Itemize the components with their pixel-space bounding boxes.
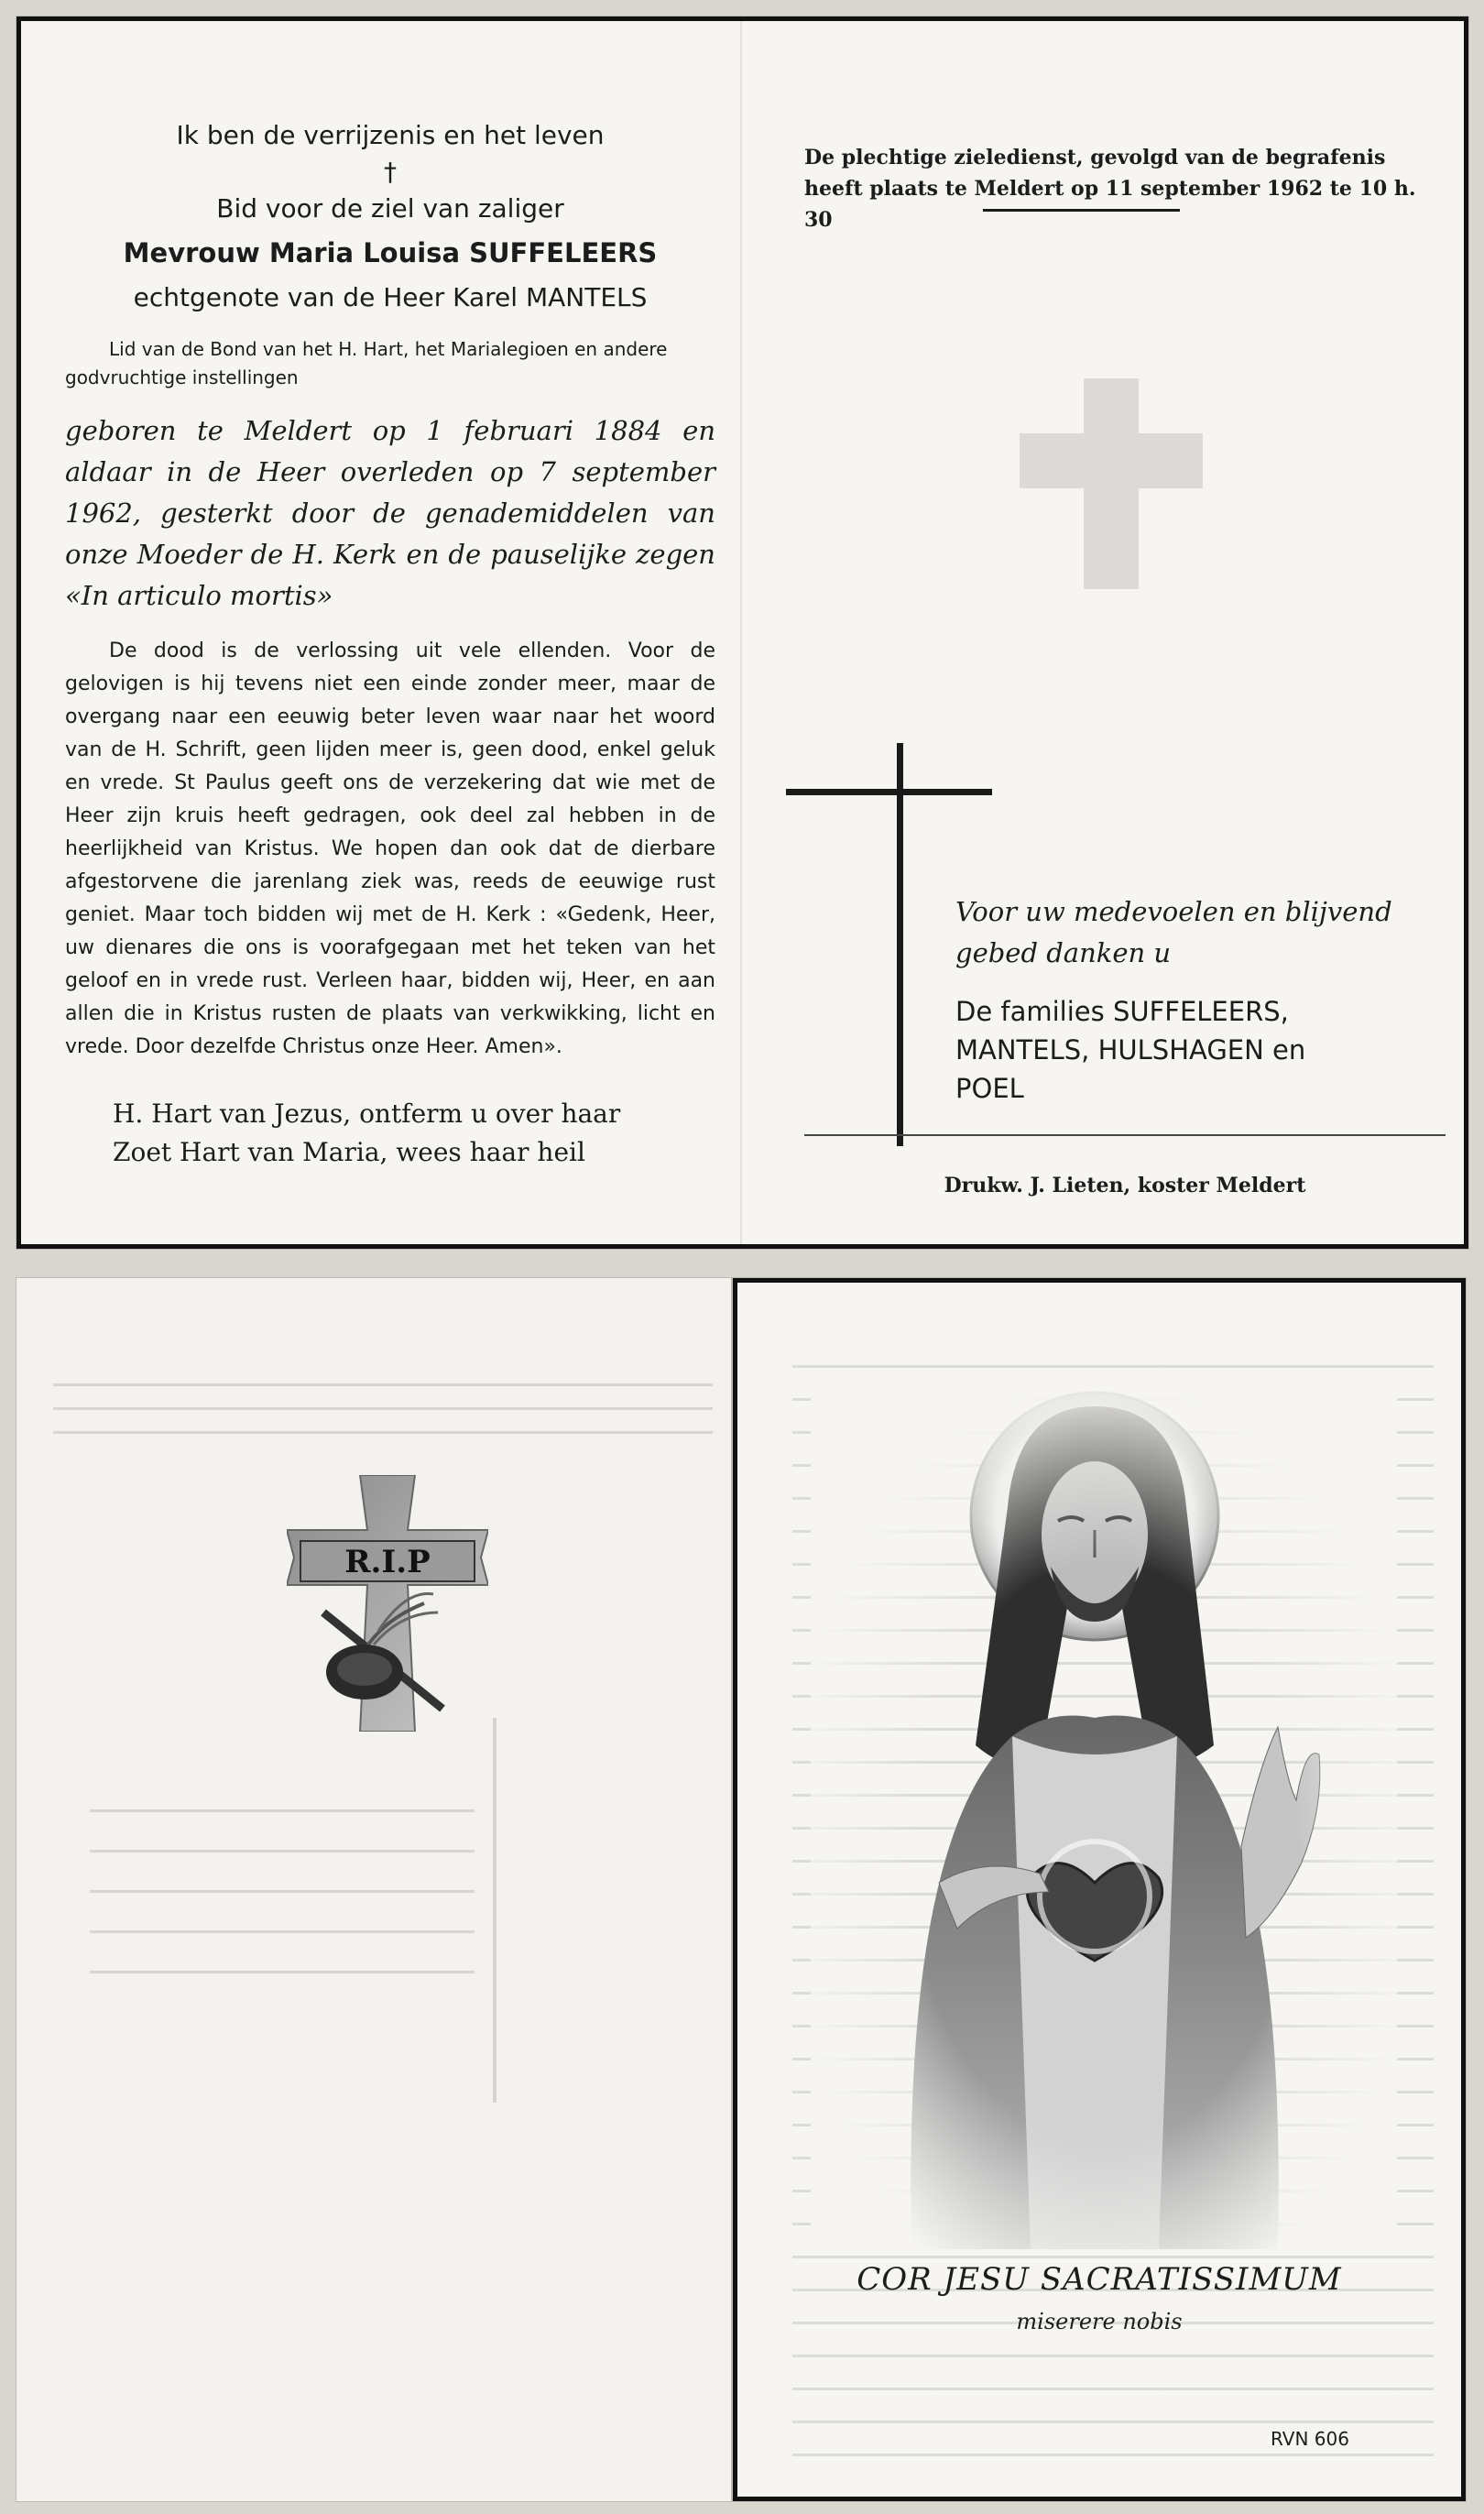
prayer-intro: Bid voor de ziel van zaliger <box>216 193 564 224</box>
bleed-through-cross <box>493 1718 496 2103</box>
printer-rule <box>804 1134 1446 1136</box>
front-subtitle: miserere nobis <box>1016 2309 1183 2334</box>
sacred-heart-portrait <box>811 1370 1397 2249</box>
meditation-text: De dood is de verlossing uit vele ellenden. Voor de gelovigen is hij tevens niet een einde zonder meer, maar de overgang naar een eeuwig beter leven waar naar het woord van de H. Schrift, geen lijden meer is, geen dood, enkel geluk en vrede. St Paulus geeft ons de verzekering dat wie met de Heer zijn kruis heeft gedragen, ook deel zal hebben in de heerlijkheid van Kristus. We hopen dan ook dat de dierbare afgestorvene die jarenlang ziek was, reeds de eeuwige rust geniet. Maar toch bidden wij met de H. Kerk : «Gedenk, Heer, uw dienares die ons is voorafgegaan met het teken van het geloof en in vrede rust. Verleen haar, bidden wij, Heer, en aan allen die in Kristus rusten de plaats van verkwikking, licht en vrede. Door dezelfde Christus onze Heer. Amen». <box>65 639 715 1058</box>
thanks-block <box>955 891 1450 1108</box>
families-line-3: POEL <box>955 1073 1024 1104</box>
rip-emblem-icon <box>287 1475 488 1732</box>
bleed-through-emblem <box>1006 369 1217 598</box>
front-cover-card <box>733 1278 1466 2501</box>
spouse-line <box>65 282 715 312</box>
spouse-surname: MANTELS <box>525 282 648 312</box>
deceased-prefix: Mevrouw Maria Louisa <box>123 237 470 268</box>
service-announcement: De plechtige zieledienst, gevolgd van de begrafenis heeft plaats te Meldert op 11 september 1962 te 10 h. 30 <box>804 146 1416 232</box>
catalog-code: RVN 606 <box>1271 2428 1349 2450</box>
small-cross-glyph: † <box>384 157 397 187</box>
spouse-prefix: echtgenote van de Heer Karel <box>133 282 526 312</box>
families-line-2: MANTELS, HULSHAGEN en <box>955 1034 1306 1066</box>
thanks-text: Voor uw medevoelen en blijvend gebed danken u <box>955 896 1392 968</box>
life-dates: geboren te Meldert op 1 februari 1884 en aldaar in de Heer overleden op 7 september 1962, gesterkt door de genademiddelen van onze Moeder de H. Kerk en de pauselijke zegen «In articulo mortis» <box>65 415 715 611</box>
cross-horizontal-bar <box>786 789 992 795</box>
cross-vertical-bar <box>897 743 903 1146</box>
announcement-rule <box>983 209 1180 212</box>
inner-spread-card <box>16 16 1468 1249</box>
front-title: COR JESU SACRATISSIMUM <box>857 2261 1342 2298</box>
bleed-through-text <box>53 1383 713 1438</box>
families <box>955 992 1450 1108</box>
verse: Ik ben de verrijzenis en het leven <box>176 120 605 150</box>
invocation-2: Zoet Hart van Maria, wees haar heil <box>113 1137 585 1167</box>
bleed-through-thanks <box>90 1809 475 2011</box>
rip-emblem-text: R.I.P <box>344 1544 431 1580</box>
printer-credit: Drukw. J. Lieten, koster Meldert <box>944 1174 1306 1197</box>
membership: Lid van de Bond van het H. Hart, het Marialegioen en andere godvruchtige instellingen <box>65 338 668 388</box>
deceased-surname: SUFFELEERS <box>469 237 658 268</box>
families-line-1: De families SUFFELEERS, <box>955 996 1289 1027</box>
invocations <box>113 1095 717 1172</box>
invocation-1: H. Hart van Jezus, ontferm u over haar <box>113 1099 621 1129</box>
deceased-name <box>65 237 715 268</box>
fold-line <box>740 21 742 1244</box>
back-cover-card <box>16 1278 731 2501</box>
